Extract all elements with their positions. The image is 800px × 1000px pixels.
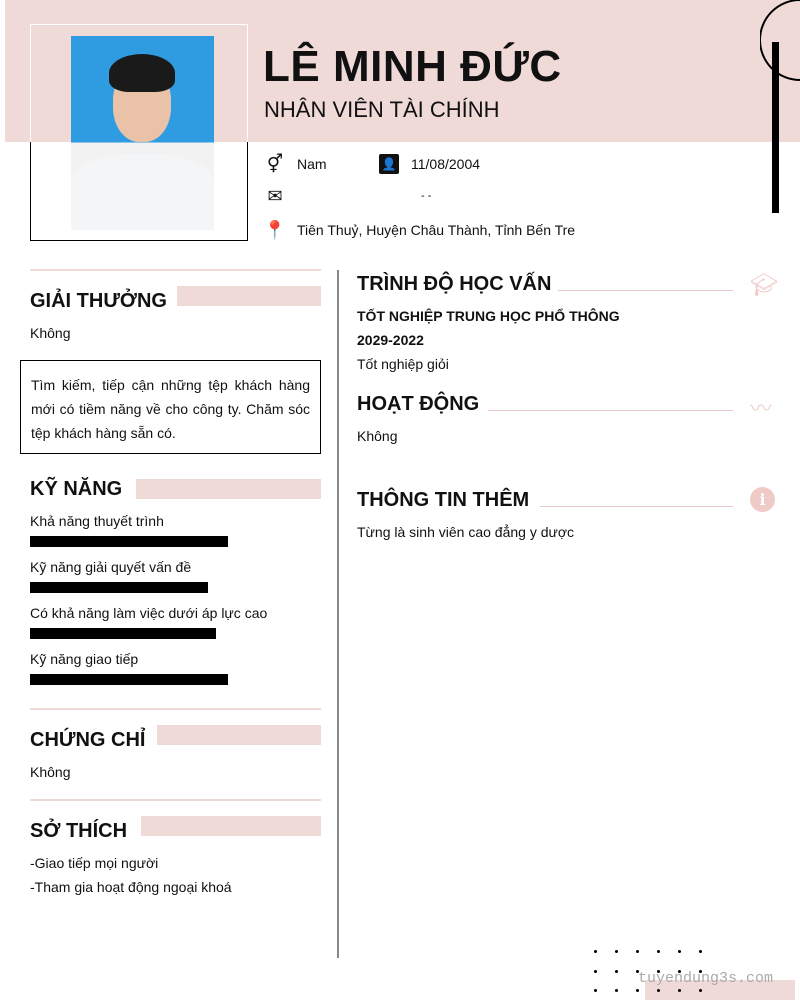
dot (615, 989, 618, 992)
skill-label: Kỹ năng giao tiếp (30, 651, 139, 667)
dot (678, 950, 681, 953)
heading-line (540, 506, 733, 507)
dot (657, 950, 660, 953)
education-heading: TRÌNH ĐỘ HỌC VẤN (357, 273, 552, 295)
address-row (265, 220, 575, 240)
awards-text: Không (30, 325, 71, 341)
education-degree: TỐT NGHIỆP TRUNG HỌC PHỔ THÔNG (357, 308, 620, 324)
graduation-cap-icon: 🎓︎ (750, 272, 778, 297)
divider (30, 708, 321, 710)
address-value: Tiên Thuỷ, Huyện Châu Thành, Tỉnh Bến Tre (297, 222, 576, 238)
heading-accent (141, 816, 321, 836)
skill-label: Kỹ năng giải quyết vấn đề (30, 559, 192, 575)
candidate-name: LÊ MINH ĐỨC (263, 42, 562, 91)
skills-heading: KỸ NĂNG (30, 478, 123, 500)
pulse-icon: 〰 (750, 396, 773, 421)
decor-bar (772, 42, 779, 213)
dot (699, 950, 702, 953)
dot (594, 970, 597, 973)
dot (636, 950, 639, 953)
skill-label: Có khả năng làm việc dưới áp lực cao (30, 605, 268, 621)
education-period: 2029-2022 (357, 332, 424, 348)
activities-text: Không (357, 428, 398, 444)
info-icon: i (750, 487, 775, 512)
column-divider (337, 270, 339, 958)
dot (594, 950, 597, 953)
hobby-item: -Tham gia hoạt động ngoại khoá (30, 879, 232, 895)
divider (30, 269, 321, 271)
certificates-heading: CHỨNG CHỈ (30, 729, 146, 751)
dot (636, 989, 639, 992)
heading-line (558, 290, 733, 291)
heading-accent (136, 479, 321, 499)
birthdate-row (379, 154, 480, 174)
email-row (265, 186, 431, 206)
dot (615, 970, 618, 973)
dot (699, 989, 702, 992)
dot (678, 989, 681, 992)
decor-circle (760, 0, 800, 84)
envelope-icon: ✉ (267, 185, 283, 206)
birthdate-value: 11/08/2004 (411, 156, 481, 172)
gender-icon: ⚥ (266, 153, 284, 174)
awards-heading: GIẢI THƯỞNG (30, 290, 167, 312)
extra-info-heading: THÔNG TIN THÊM (357, 489, 530, 511)
calendar-icon: 👤 (379, 154, 399, 174)
activities-heading: HOẠT ĐỘNG (357, 393, 480, 415)
profile-photo (71, 36, 214, 230)
dot (594, 989, 597, 992)
certificates-text: Không (30, 764, 71, 780)
job-title: NHÂN VIÊN TÀI CHÍNH (264, 97, 500, 122)
skill-level-bar (30, 674, 228, 685)
watermark: tuyendung3s.com (638, 970, 774, 987)
education-note: Tốt nghiệp giỏi (357, 356, 449, 372)
hobbies-heading: SỞ THÍCH (30, 820, 128, 842)
map-pin-icon: 📍 (263, 219, 287, 240)
skill-level-bar (30, 536, 228, 547)
extra-info-text: Từng là sinh viên cao đẳng y dược (357, 524, 575, 540)
gender-row (265, 154, 327, 174)
skill-level-bar (30, 582, 208, 593)
career-objective: Tìm kiếm, tiếp cận những tệp khách hàng mới có tiềm năng về cho công ty. Chăm sóc tệp khách hàng sẵn có. (20, 360, 321, 454)
heading-accent (157, 725, 321, 745)
skill-label: Khả năng thuyết trình (30, 513, 164, 529)
gender-value: Nam (297, 156, 327, 172)
heading-line (488, 410, 733, 411)
heading-accent (177, 286, 321, 306)
hobby-item: -Giao tiếp mọi người (30, 855, 159, 871)
skill-level-bar (30, 628, 216, 639)
dot (657, 989, 660, 992)
dot (615, 950, 618, 953)
email-value: - - (421, 190, 432, 202)
divider (30, 799, 321, 801)
